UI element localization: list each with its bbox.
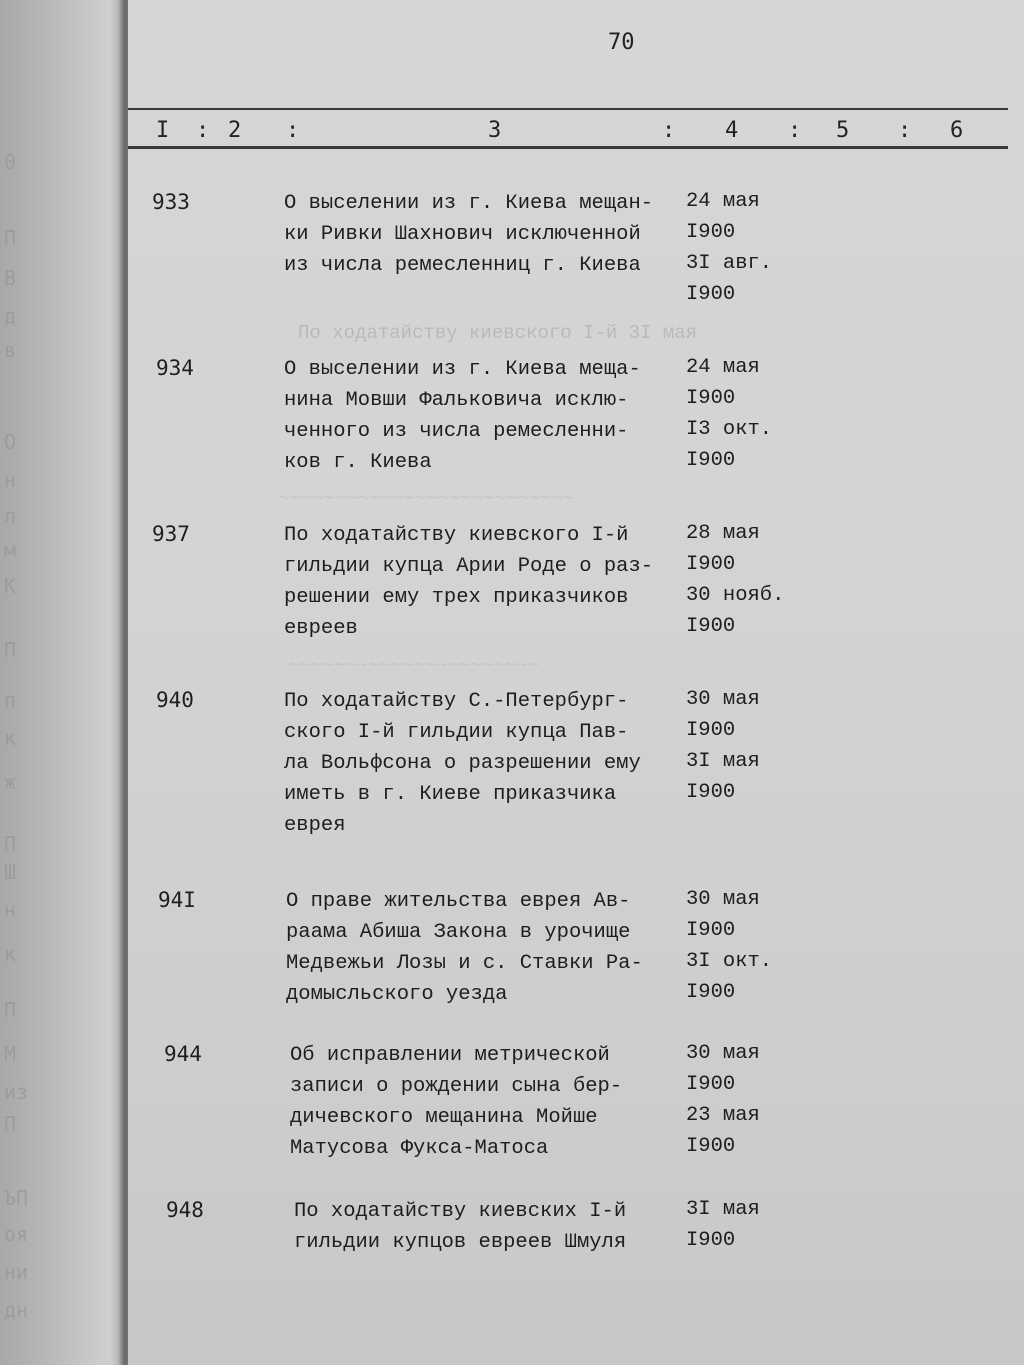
- header-bottom-rule: [128, 146, 1008, 149]
- record-title-line: из числа ремесленниц г. Киева: [284, 254, 641, 277]
- bleed-through-text: ~~~~~~~~~~~~~~~~~~~~~~~~~~: [278, 488, 575, 510]
- record-title: [284, 188, 694, 281]
- left-page-fragment: л: [4, 504, 17, 528]
- left-page-fragment: О: [4, 430, 17, 454]
- record-title: [290, 1040, 700, 1164]
- record-year: I900: [686, 615, 736, 638]
- record-title-line: По ходатайству киевских I-й: [294, 1200, 627, 1223]
- record-date: 30 мая: [686, 688, 760, 711]
- left-page-fragment: оя: [4, 1222, 29, 1246]
- record-date: 3I окт.: [686, 950, 773, 973]
- left-page-fragment: П: [4, 1112, 17, 1136]
- left-page-fragment: П: [4, 832, 17, 856]
- left-page-fragment: п: [4, 688, 17, 712]
- record-title: [284, 354, 694, 478]
- record-title-line: По ходатайству С.-Петербург-: [284, 690, 629, 713]
- left-page-fragment: П: [4, 226, 17, 250]
- left-page-fragment: ни: [4, 1260, 29, 1284]
- left-page-fragment: к: [4, 726, 17, 750]
- right-page: [128, 0, 1024, 1365]
- record-title-line: О праве жительства еврея Ав-: [286, 890, 631, 913]
- record-year: I900: [686, 781, 736, 804]
- column-number: 2: [228, 118, 242, 143]
- column-number: 4: [725, 118, 739, 143]
- column-number: 5: [836, 118, 850, 143]
- bleed-through-text: По ходатайству киевского I-й 3I мая: [298, 322, 698, 344]
- record-date: 30 мая: [686, 1042, 760, 1065]
- record-number: 944: [164, 1042, 202, 1066]
- left-page-fragment: П: [4, 638, 17, 662]
- record-title-line: раама Абиша Закона в урочище: [286, 921, 631, 944]
- left-page-fragment: 0: [4, 150, 17, 174]
- record-title-line: О выселении из г. Киева мещан-: [284, 192, 654, 215]
- record-title-line: записи о рождении сына бер-: [290, 1075, 623, 1098]
- left-page-fragment: В: [4, 266, 17, 290]
- record-title-line: нина Мовши Фальковича исклю-: [284, 389, 629, 412]
- column-number: 6: [950, 118, 964, 143]
- left-page-fragment: дн: [4, 1298, 29, 1322]
- record-dates: [686, 684, 760, 808]
- record-number: 937: [152, 522, 190, 546]
- record-title-line: Матусова Фукса-Матоса: [290, 1137, 549, 1160]
- left-page-fragment: к: [4, 942, 17, 966]
- record-date: 3I мая: [686, 750, 760, 773]
- record-title-line: решении ему трех приказчиков: [284, 586, 629, 609]
- record-dates: [686, 1194, 760, 1256]
- bleed-through-text: ~~~~~~~~~~~~~~~~~~~~~~: [288, 655, 539, 677]
- record-title: [284, 520, 694, 644]
- record-title-line: Медвежьи Лозы и с. Ставки Ра-: [286, 952, 643, 975]
- page-number: 70: [608, 30, 635, 55]
- record-year: I900: [686, 449, 736, 472]
- record-title-line: ла Вольфсона о разрешении ему: [284, 752, 641, 775]
- left-page-fragment: К: [4, 574, 17, 598]
- record-dates: [686, 352, 772, 476]
- column-number: I: [156, 118, 170, 143]
- record-title-line: ков г. Киева: [284, 451, 432, 474]
- record-dates: [686, 1038, 760, 1162]
- left-page-fragment: Ш: [4, 860, 17, 884]
- record-title-line: дичевского мещанина Мойше: [290, 1106, 598, 1129]
- record-date: 30 нояб.: [686, 584, 785, 607]
- record-year: I900: [686, 919, 736, 942]
- column-number: 3: [488, 118, 502, 143]
- left-page-edge: [0, 0, 128, 1365]
- record-title-line: Об исправлении метрической: [290, 1044, 610, 1067]
- left-page-fragment: в: [4, 338, 17, 362]
- record-date: 23 мая: [686, 1104, 760, 1127]
- column-separator: :: [196, 118, 210, 143]
- record-number: 94I: [158, 888, 196, 912]
- record-date: 3I авг.: [686, 252, 773, 275]
- record-title-line: евреев: [284, 617, 358, 640]
- left-page-fragment: н: [4, 468, 17, 492]
- left-page-fragment: П: [4, 998, 17, 1022]
- record-year: I900: [686, 283, 736, 306]
- left-page-fragment: д: [4, 304, 17, 328]
- record-number: 948: [166, 1198, 204, 1222]
- record-year: I900: [686, 1135, 736, 1158]
- record-title: [286, 886, 696, 1010]
- record-number: 933: [152, 190, 190, 214]
- record-number: 940: [156, 688, 194, 712]
- record-date: 24 мая: [686, 356, 760, 379]
- left-page-fragment: ж: [4, 770, 17, 794]
- left-page-fragment: ЪП: [4, 1186, 29, 1210]
- record-title-line: ченного из числа ремесленни-: [284, 420, 629, 443]
- record-title-line: ского I-й гильдии купца Пав-: [284, 721, 629, 744]
- record-title-line: гильдии купцов евреев Шмуля: [294, 1231, 627, 1254]
- record-title-line: По ходатайству киевского I-й: [284, 524, 629, 547]
- record-date: 30 мая: [686, 888, 760, 911]
- left-page-fragment: м: [4, 538, 17, 562]
- header-top-rule: [128, 108, 1008, 110]
- record-title-line: ки Ривки Шахнович исключенной: [284, 223, 641, 246]
- record-title-line: домысльского уезда: [286, 983, 508, 1006]
- record-number: 934: [156, 356, 194, 380]
- record-dates: [686, 186, 772, 310]
- left-page-fragment: н: [4, 898, 17, 922]
- record-date: 24 мая: [686, 190, 760, 213]
- column-separator: :: [898, 118, 912, 143]
- column-separator: :: [788, 118, 802, 143]
- left-page-fragment: М: [4, 1042, 17, 1066]
- column-separator: :: [662, 118, 676, 143]
- record-dates: [686, 884, 772, 1008]
- record-year: I900: [686, 553, 736, 576]
- record-title-line: О выселении из г. Киева меща-: [284, 358, 641, 381]
- left-page-fragment: из: [4, 1080, 29, 1104]
- record-title-line: иметь в г. Киеве приказчика: [284, 783, 617, 806]
- record-year: I900: [686, 221, 736, 244]
- record-title: [284, 686, 694, 841]
- record-year: I900: [686, 1073, 736, 1096]
- column-separator: :: [286, 118, 300, 143]
- record-date: 3I мая: [686, 1198, 760, 1221]
- record-title: [294, 1196, 704, 1258]
- record-year: I900: [686, 1229, 736, 1252]
- record-dates: [686, 518, 784, 642]
- record-date: 28 мая: [686, 522, 760, 545]
- record-date: I3 окт.: [686, 418, 773, 441]
- record-year: I900: [686, 387, 736, 410]
- record-title-line: гильдии купца Арии Роде о раз-: [284, 555, 654, 578]
- record-year: I900: [686, 981, 736, 1004]
- record-year: I900: [686, 719, 736, 742]
- record-title-line: еврея: [284, 814, 346, 837]
